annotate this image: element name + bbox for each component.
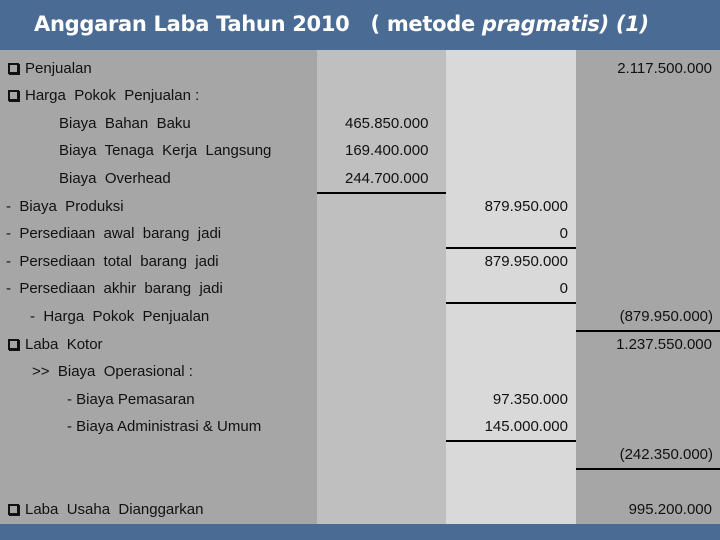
checkbox-bullet-icon (8, 504, 19, 515)
pemasaran-value: 97.350.000 (492, 391, 568, 408)
biaya-produksi-value: 879.950.000 (484, 198, 568, 215)
total-operasional-value: (242.350.000) (619, 446, 713, 463)
title-bar (0, 0, 720, 50)
slide-title (34, 12, 649, 36)
divider-line (317, 192, 446, 194)
footer-bar (0, 524, 720, 540)
checkbox-bullet-icon (8, 63, 19, 74)
hpp-header-label: Harga Pokok Penjualan : (8, 87, 199, 105)
overhead-label: Biaya Overhead (59, 170, 171, 187)
biaya-operasional-label: >> Biaya Operasional : (32, 363, 193, 380)
penjualan-value: 2.117.500.000 (617, 60, 712, 77)
laba-usaha-value: 995.200.000 (628, 501, 712, 518)
hpp-label: - Harga Pokok Penjualan (30, 308, 210, 325)
persediaan-total-value: 879.950.000 (484, 253, 568, 270)
checkbox-bullet-icon (8, 90, 19, 101)
penjualan-label: Penjualan (8, 60, 92, 78)
overhead-value: 244.700.000 (345, 170, 429, 187)
title-text: Anggaran Laba Tahun 2010 ( metode (34, 12, 482, 36)
administrasi-label: - Biaya Administrasi & Umum (67, 418, 262, 435)
persediaan-awal-value: 0 (559, 225, 568, 242)
hpp-value: (879.950.000) (619, 308, 713, 325)
persediaan-awal-label: - Persediaan awal barang jadi (6, 225, 222, 242)
divider-line (576, 330, 720, 332)
checkbox-bullet-icon (8, 339, 19, 350)
persediaan-akhir-value: 0 (559, 280, 568, 297)
divider-line (446, 302, 576, 304)
divider-line (446, 440, 576, 442)
persediaan-total-label: - Persediaan total barang jadi (6, 253, 219, 270)
pemasaran-label: - Biaya Pemasaran (67, 391, 195, 408)
divider-line (446, 247, 576, 249)
title-italic-text: pragmatis) (1) (481, 12, 649, 36)
laba-kotor-value: 1.237.550.000 (616, 336, 712, 353)
laba-usaha-label: Laba Usaha Dianggarkan (8, 501, 203, 519)
bahan-baku-label: Biaya Bahan Baku (59, 115, 191, 132)
laba-kotor-label: Laba Kotor (8, 336, 103, 354)
administrasi-value: 145.000.000 (484, 418, 568, 435)
tenaga-kerja-label: Biaya Tenaga Kerja Langsung (59, 142, 272, 159)
biaya-produksi-label: - Biaya Produksi (6, 198, 124, 215)
column-subtotal (446, 50, 576, 524)
divider-line (576, 468, 720, 470)
tenaga-kerja-value: 169.400.000 (345, 142, 429, 159)
bahan-baku-value: 465.850.000 (345, 115, 429, 132)
persediaan-akhir-label: - Persediaan akhir barang jadi (6, 280, 223, 297)
